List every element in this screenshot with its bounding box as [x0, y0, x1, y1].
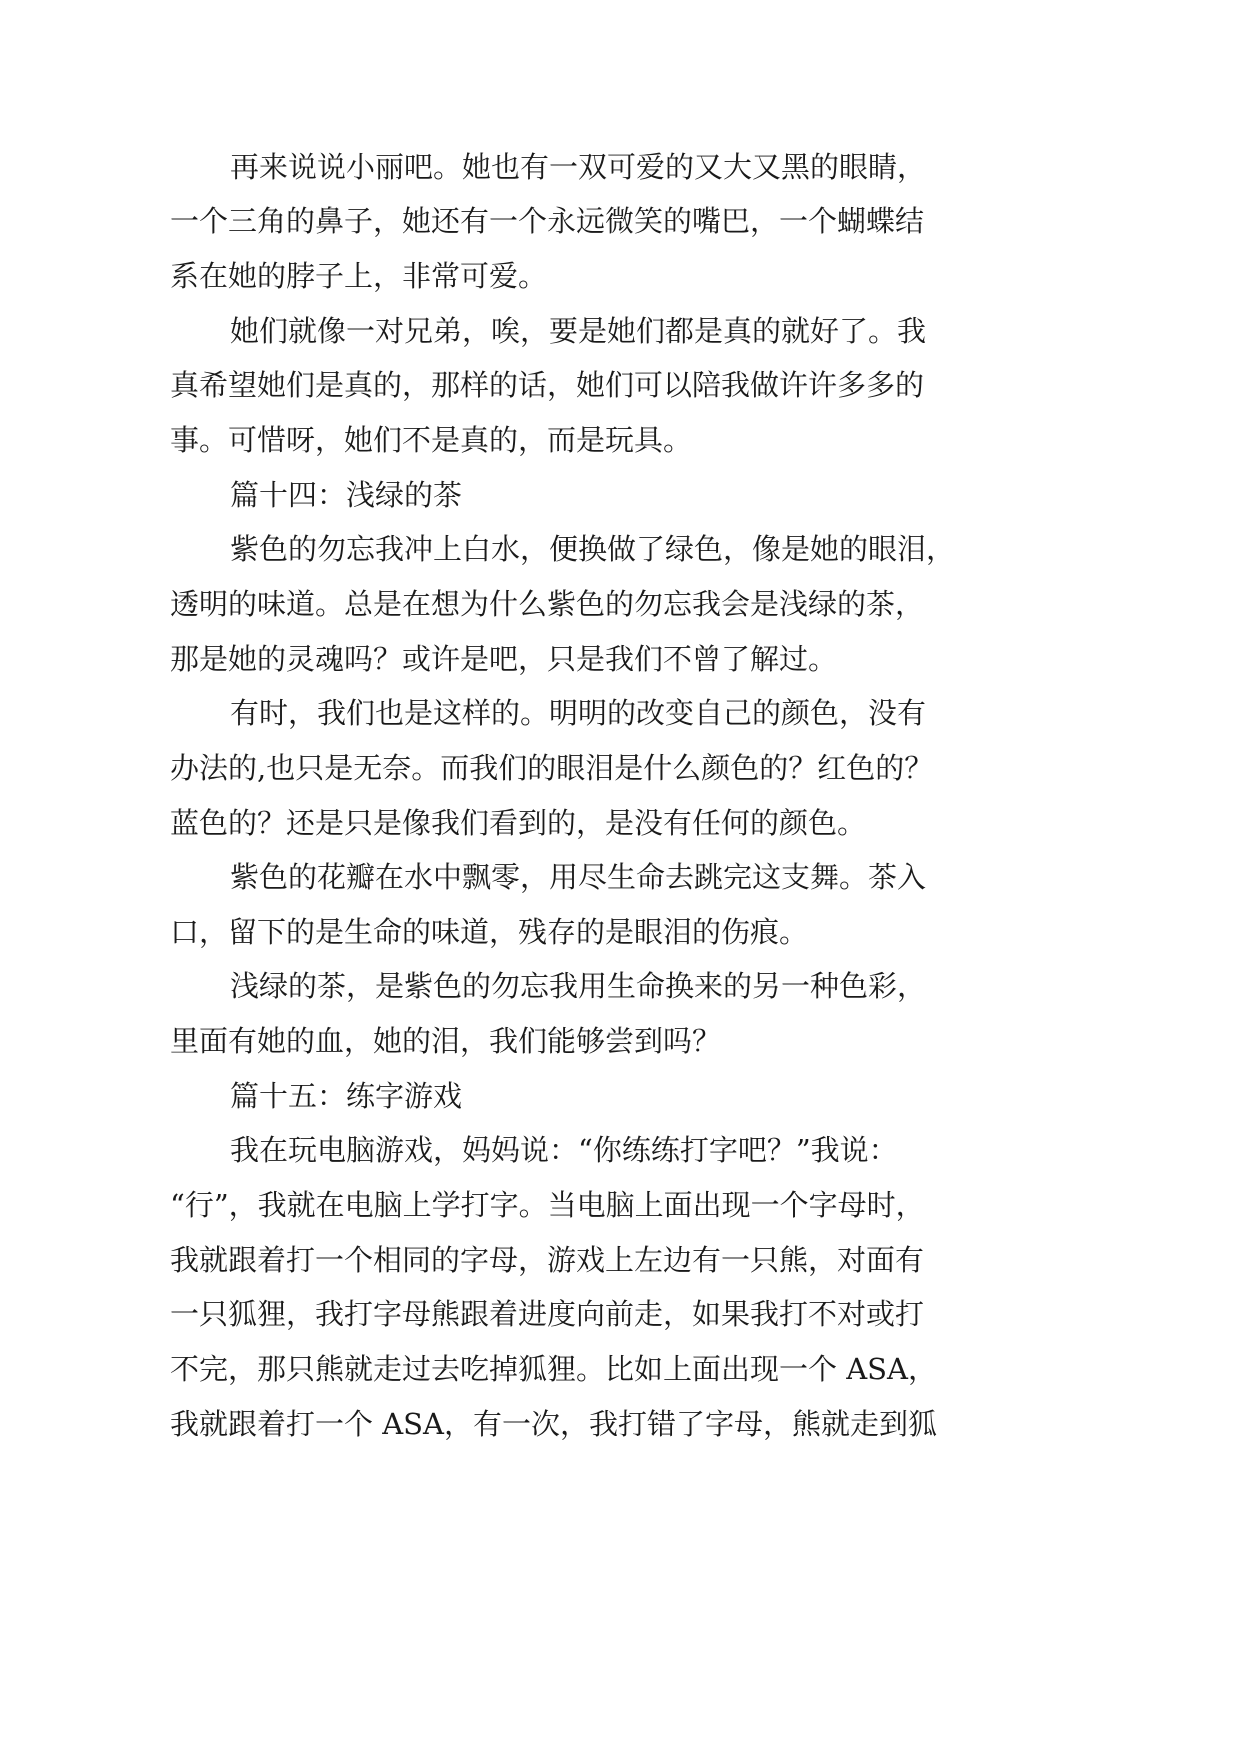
text-line: 那是她的灵魂吗？或许是吧，只是我们不曾了解过。 — [170, 642, 838, 676]
text-line: 透明的味道。总是在想为什么紫色的勿忘我会是浅绿的茶， — [170, 587, 925, 621]
text-line: 我在玩电脑游戏，妈妈说：“你练练打字吧？”我说： — [230, 1133, 898, 1167]
text-line: “行”，我就在电脑上学打字。当电脑上面出现一个字母时， — [170, 1188, 925, 1222]
text-line: 一只狐狸，我打字母熊跟着进度向前走，如果我打不对或打 — [170, 1297, 925, 1331]
text-line: 紫色的勿忘我冲上白水，便换做了绿色，像是她的眼泪， — [230, 532, 956, 566]
text-line: 我就跟着打一个 ASA，有一次，我打错了字母，熊就走到狐 — [170, 1407, 937, 1441]
text-line: 一个三角的鼻子，她还有一个永远微笑的嘴巴，一个蝴蝶结 — [170, 204, 925, 238]
text-line: 事。可惜呀，她们不是真的，而是玩具。 — [170, 423, 693, 457]
text-line: 办法的,也只是无奈。而我们的眼泪是什么颜色的？红色的？ — [170, 751, 934, 785]
text-line: 系在她的脖子上，非常可爱。 — [170, 259, 548, 293]
text-line: 紫色的花瓣在水中飘零，用尽生命去跳完这支舞。茶入 — [230, 860, 927, 894]
text-line: 不完，那只熊就走过去吃掉狐狸。比如上面出现一个 ASA， — [170, 1352, 937, 1386]
text-line: 真希望她们是真的，那样的话，她们可以陪我做许许多多的 — [170, 368, 925, 402]
text-line: 我就跟着打一个相同的字母，游戏上左边有一只熊，对面有 — [170, 1243, 925, 1277]
text-line: 口，留下的是生命的味道，残存的是眼泪的伤痕。 — [170, 915, 809, 949]
text-line: 再来说说小丽吧。她也有一双可爱的又大又黑的眼睛， — [230, 150, 927, 184]
text-line: 有时，我们也是这样的。明明的改变自己的颜色，没有 — [230, 696, 927, 730]
section-heading: 篇十五：练字游戏 — [230, 1079, 463, 1113]
text-line: 她们就像一对兄弟，唉，要是她们都是真的就好了。我 — [230, 314, 927, 348]
section-heading: 篇十四：浅绿的茶 — [230, 478, 463, 512]
text-line: 里面有她的血，她的泪，我们能够尝到吗？ — [170, 1024, 722, 1058]
text-line: 浅绿的茶，是紫色的勿忘我用生命换来的另一种色彩， — [230, 969, 927, 1003]
text-line: 蓝色的？还是只是像我们看到的，是没有任何的颜色。 — [170, 806, 867, 840]
